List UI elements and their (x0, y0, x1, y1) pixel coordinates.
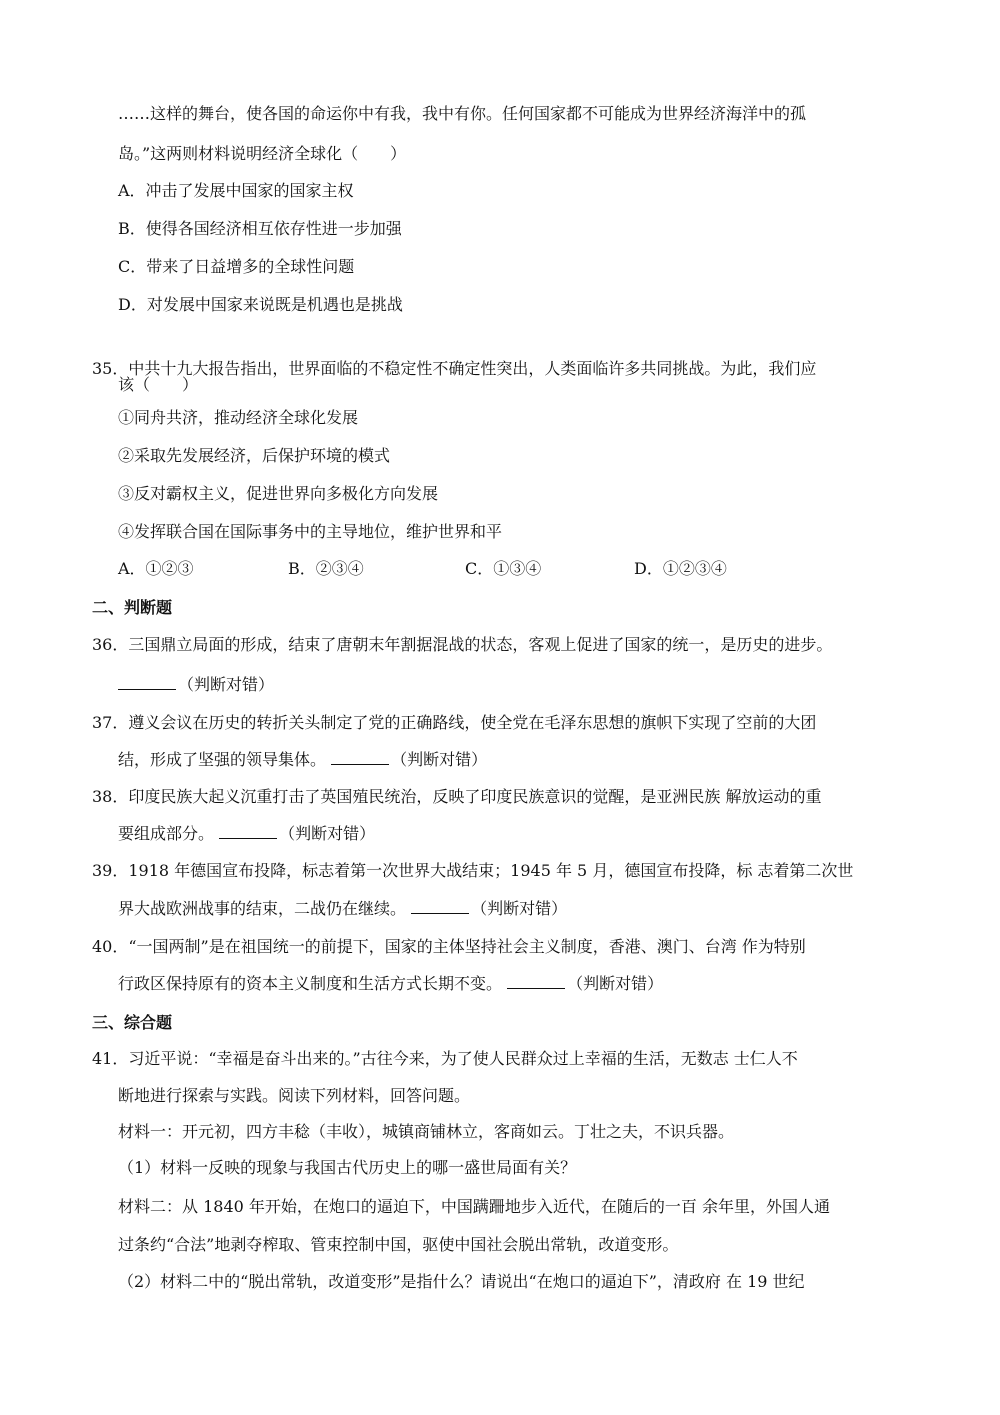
q35-option-d: D．①②③④ (634, 559, 727, 578)
section-title-judgement: 二、判断题 (92, 598, 173, 617)
q34-option-a: A．冲击了发展中国家的国家主权 (118, 181, 354, 200)
q35-stem-line2: 该（ ） (118, 375, 199, 394)
q41-stem-line2: 断地进行探索与实践。阅读下列材料，回答问题。 (118, 1086, 471, 1105)
q35-item-4: ④发挥联合国在国际事务中的主导地位，维护世界和平 (118, 522, 503, 541)
q36-suffix: （判断对错） (178, 675, 275, 694)
q36-answer-line (118, 674, 274, 696)
q35-option-a: A．①②③ (118, 559, 194, 578)
q39-stem-line2 (118, 898, 567, 920)
q40-stem-line2 (118, 973, 663, 995)
q41-part-1: （1）材料一反映的现象与我国古代历史上的哪一盛世局面有关？ (118, 1158, 577, 1177)
q38-line2-text: 要组成部分。 (118, 824, 215, 843)
section-title-comprehensive: 三、综合题 (92, 1013, 173, 1032)
q41-stem-line1: 41．习近平说：“幸福是奋斗出来的。”古往今来，为了使人民群众过上幸福的生活，无数志 士仁人不 (92, 1049, 798, 1068)
answer-blank[interactable] (219, 824, 277, 839)
answer-blank[interactable] (118, 675, 176, 690)
q35-item-2: ②采取先发展经济，后保护环境的模式 (118, 446, 391, 465)
q41-part-2: （2）材料二中的“脱出常轨，改道变形”是指什么？请说出“在炮口的逼迫下”，清政府 在 19 世纪 (118, 1272, 805, 1291)
q38-stem-line2 (118, 823, 375, 845)
q37-stem-line2 (118, 749, 487, 771)
q40-stem-line1: 40．“一国两制”是在祖国统一的前提下，国家的主体坚持社会主义制度，香港、澳门、台湾 作为特别 (92, 937, 806, 956)
q38-stem-line1: 38．印度民族大起义沉重打击了英国殖民统治，反映了印度民族意识的觉醒，是亚洲民族 解放运动的重 (92, 787, 822, 806)
q41-material-2-line2: 过条约“合法”地剥夺榨取、管束控制中国，驱使中国社会脱出常轨，改道变形。 (118, 1235, 679, 1254)
q37-stem-line1: 37．遵义会议在历史的转折关头制定了党的正确路线，使全党在毛泽东思想的旗帜下实现了空前的大团 (92, 713, 817, 732)
q34-option-d: D．对发展中国家来说既是机遇也是挑战 (118, 295, 403, 314)
q35-stem-line1: 35．中共十九大报告指出，世界面临的不稳定性不确定性突出，人类面临许多共同挑战。为此，我们应 (92, 359, 817, 378)
q36-stem-line1: 36．三国鼎立局面的形成，结束了唐朝末年割据混战的状态，客观上促进了国家的统一，是历史的进步。 (92, 635, 833, 654)
answer-blank[interactable] (331, 750, 389, 765)
q37-line2-text: 结，形成了坚强的领导集体。 (118, 750, 327, 769)
answer-blank[interactable] (411, 899, 469, 914)
q34-option-b: B．使得各国经济相互依存性进一步加强 (118, 219, 402, 238)
answer-blank[interactable] (507, 974, 565, 989)
q34-stem-line2: 岛。”这两则材料说明经济全球化（ ） (118, 144, 407, 163)
q35-option-b: B．②③④ (288, 559, 364, 578)
q40-line2-text: 行政区保持原有的资本主义制度和生活方式长期不变。 (118, 974, 503, 993)
q40-suffix: （判断对错） (567, 974, 664, 993)
q39-stem-line1: 39．1918 年德国宣布投降，标志着第一次世界大战结束；1945 年 5 月，德国宣布投降，标 志着第二次世 (92, 861, 854, 880)
q34-option-c: C．带来了日益增多的全球性问题 (118, 257, 355, 276)
q39-suffix: （判断对错） (471, 899, 568, 918)
q37-suffix: （判断对错） (391, 750, 488, 769)
q41-material-1: 材料一：开元初，四方丰稔（丰收），城镇商铺林立，客商如云。丁壮之夫，不识兵器。 (118, 1122, 735, 1141)
q38-suffix: （判断对错） (279, 824, 376, 843)
q35-item-1: ①同舟共济，推动经济全球化发展 (118, 408, 359, 427)
q34-stem-line1: ……这样的舞台，使各国的命运你中有我，我中有你。任何国家都不可能成为世界经济海洋中的孤 (118, 104, 807, 123)
q35-item-3: ③反对霸权主义，促进世界向多极化方向发展 (118, 484, 439, 503)
q39-line2-text: 界大战欧洲战事的结束，二战仍在继续。 (118, 899, 407, 918)
q41-material-2-line1: 材料二：从 1840 年开始，在炮口的逼迫下，中国蹒跚地步入近代，在随后的一百 余年里，外国人通 (118, 1197, 830, 1216)
q35-option-c: C．①③④ (465, 559, 542, 578)
